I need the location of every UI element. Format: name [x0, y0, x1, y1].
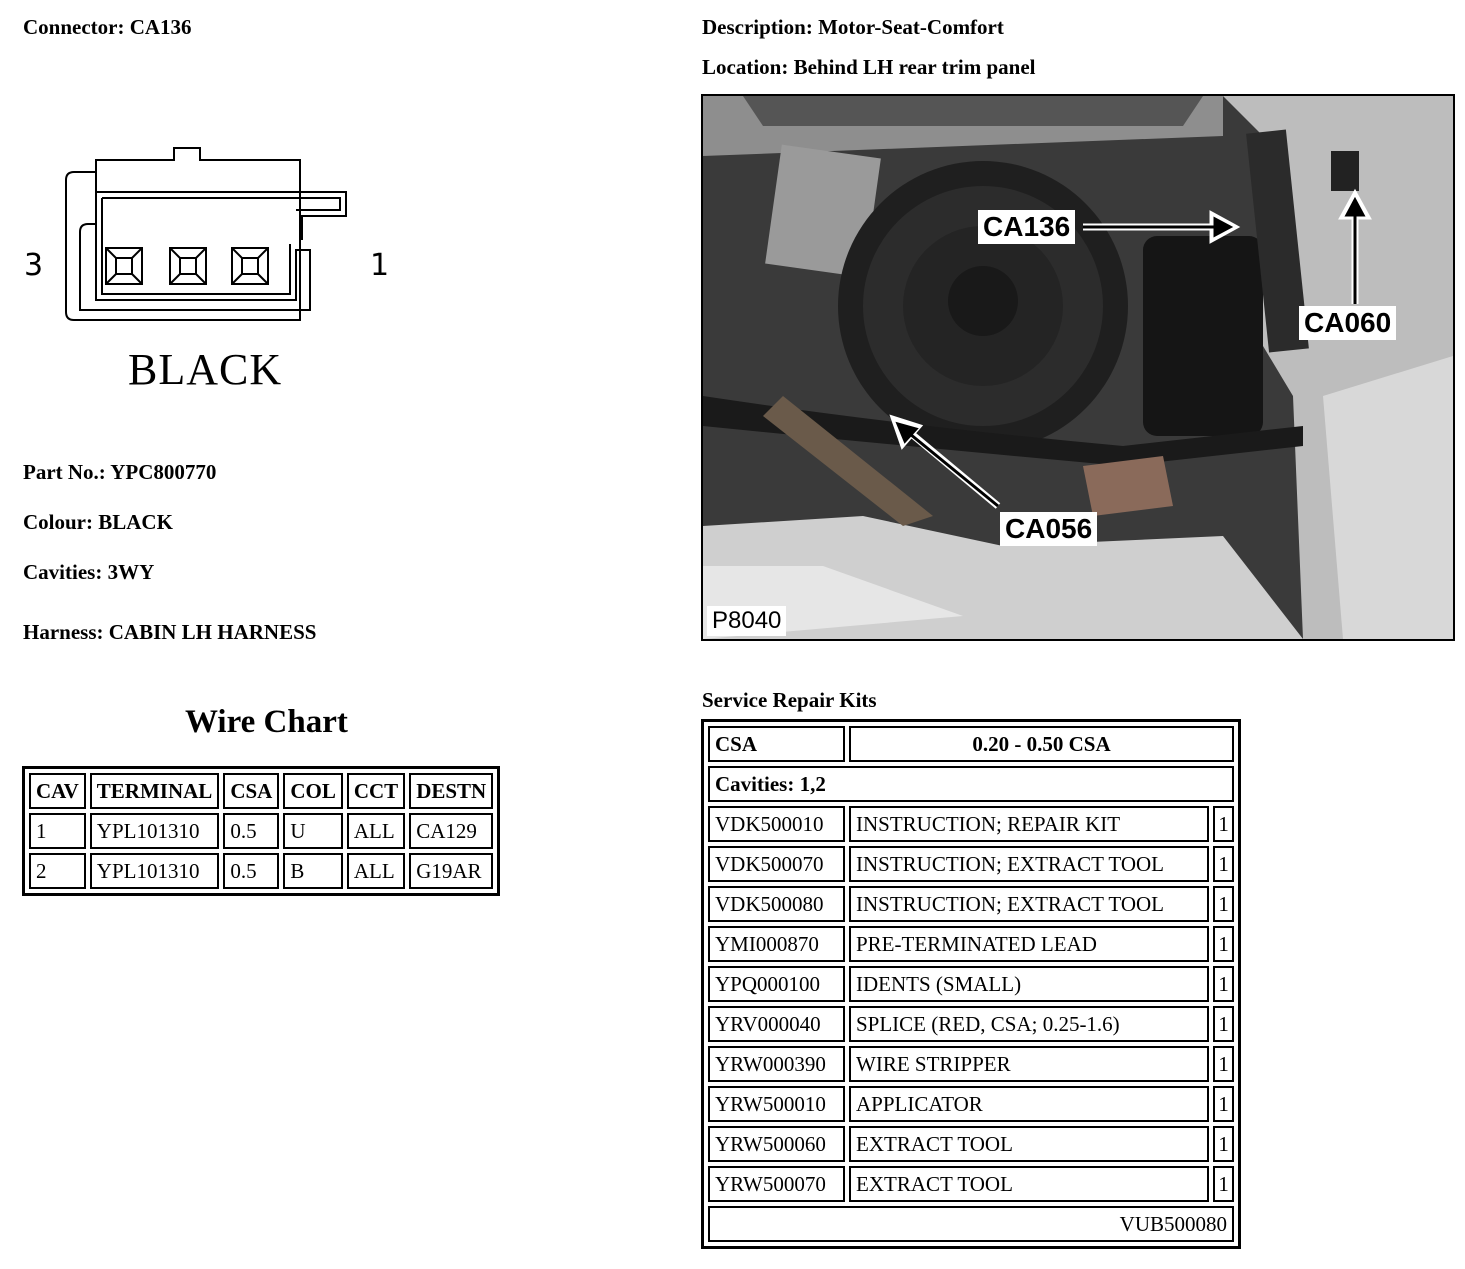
part-number-cell: YRW000390 [708, 1046, 845, 1082]
cell: YPL101310 [90, 813, 220, 849]
table-row [708, 806, 1234, 842]
kit-number-cell: VUB500080 [708, 1206, 1234, 1242]
cell: 2 [29, 853, 86, 889]
part-number-cell: VDK500010 [708, 806, 845, 842]
cell: G19AR [409, 853, 493, 889]
photo-reference: P8040 [707, 606, 786, 636]
connector-title: Connector: CA136 [23, 15, 192, 39]
table-row [708, 846, 1234, 882]
description-cell: INSTRUCTION; REPAIR KIT [849, 806, 1209, 842]
quantity-cell: 1 [1213, 1166, 1234, 1202]
quantity-cell: 1 [1213, 926, 1234, 962]
quantity-cell: 1 [1213, 1046, 1234, 1082]
cell: 0.5 [223, 853, 279, 889]
part-number-cell: YRW500060 [708, 1126, 845, 1162]
part-number-cell: YPQ000100 [708, 966, 845, 1002]
location-photo [701, 94, 1455, 641]
wire-chart-table [22, 766, 500, 896]
colour-spec: Colour: BLACK [23, 510, 173, 534]
part-number-cell: VDK500080 [708, 886, 845, 922]
connector-face-diagram [60, 140, 360, 330]
part-number-cell: YRW500070 [708, 1166, 845, 1202]
description-cell: WIRE STRIPPER [849, 1046, 1209, 1082]
cell: 0.5 [223, 813, 279, 849]
csa-value-cell: 0.20 - 0.50 CSA [849, 726, 1234, 762]
table-row [708, 886, 1234, 922]
location-text: Location: Behind LH rear trim panel [702, 55, 1036, 79]
pin-label-left: 3 [24, 248, 44, 283]
photo-callout-ca056: CA056 [1000, 512, 1097, 546]
quantity-cell: 1 [1213, 886, 1234, 922]
cell: U [283, 813, 343, 849]
table-row [708, 766, 1234, 802]
description-cell: IDENTS (SMALL) [849, 966, 1209, 1002]
part-number: Part No.: YPC800770 [23, 460, 217, 484]
column-header: DESTN [409, 773, 493, 809]
quantity-cell: 1 [1213, 806, 1234, 842]
description-cell: EXTRACT TOOL [849, 1126, 1209, 1162]
description-text: Description: Motor-Seat-Comfort [702, 15, 1004, 39]
quantity-cell: 1 [1213, 1086, 1234, 1122]
table-row [29, 813, 493, 849]
cavities-cell: Cavities: 1,2 [708, 766, 1234, 802]
cell: 1 [29, 813, 86, 849]
column-header: TERMINAL [90, 773, 220, 809]
table-row [708, 1046, 1234, 1082]
quantity-cell: 1 [1213, 846, 1234, 882]
service-kits-table [701, 719, 1241, 1249]
part-number-cell: YMI000870 [708, 926, 845, 962]
table-row [29, 853, 493, 889]
description-cell: SPLICE (RED, CSA; 0.25-1.6) [849, 1006, 1209, 1042]
table-row [708, 926, 1234, 962]
quantity-cell: 1 [1213, 966, 1234, 1002]
cell: YPL101310 [90, 853, 220, 889]
pin-label-right: 1 [370, 248, 390, 283]
description-cell: INSTRUCTION; EXTRACT TOOL [849, 886, 1209, 922]
table-row [708, 1086, 1234, 1122]
cell: CA129 [409, 813, 493, 849]
cavities-spec: Cavities: 3WY [23, 560, 155, 584]
description-cell: APPLICATOR [849, 1086, 1209, 1122]
table-row [708, 726, 1234, 762]
photo-callout-ca136: CA136 [978, 210, 1075, 244]
quantity-cell: 1 [1213, 1006, 1234, 1042]
table-row [708, 1206, 1234, 1242]
photo-illustration [703, 96, 1453, 639]
table-header-row [29, 773, 493, 809]
table-row [708, 1126, 1234, 1162]
description-cell: EXTRACT TOOL [849, 1166, 1209, 1202]
column-header: CAV [29, 773, 86, 809]
photo-callout-ca060: CA060 [1299, 306, 1396, 340]
description-cell: PRE-TERMINATED LEAD [849, 926, 1209, 962]
cavity-squares [106, 248, 268, 284]
column-header: COL [283, 773, 343, 809]
column-header: CSA [223, 773, 279, 809]
part-number-cell: YRV000040 [708, 1006, 845, 1042]
harness-spec: Harness: CABIN LH HARNESS [23, 620, 317, 644]
table-row [708, 1166, 1234, 1202]
cell: B [283, 853, 343, 889]
service-kits-title: Service Repair Kits [702, 688, 877, 712]
description-cell: INSTRUCTION; EXTRACT TOOL [849, 846, 1209, 882]
connector-colour-label: BLACK [128, 345, 283, 394]
table-row [708, 1006, 1234, 1042]
part-number-cell: VDK500070 [708, 846, 845, 882]
table-row [708, 966, 1234, 1002]
column-header: CCT [347, 773, 405, 809]
quantity-cell: 1 [1213, 1126, 1234, 1162]
cell: ALL [347, 813, 405, 849]
cell: ALL [347, 853, 405, 889]
wire-chart-title: Wire Chart [185, 704, 348, 740]
csa-label-cell: CSA [708, 726, 845, 762]
part-number-cell: YRW500010 [708, 1086, 845, 1122]
